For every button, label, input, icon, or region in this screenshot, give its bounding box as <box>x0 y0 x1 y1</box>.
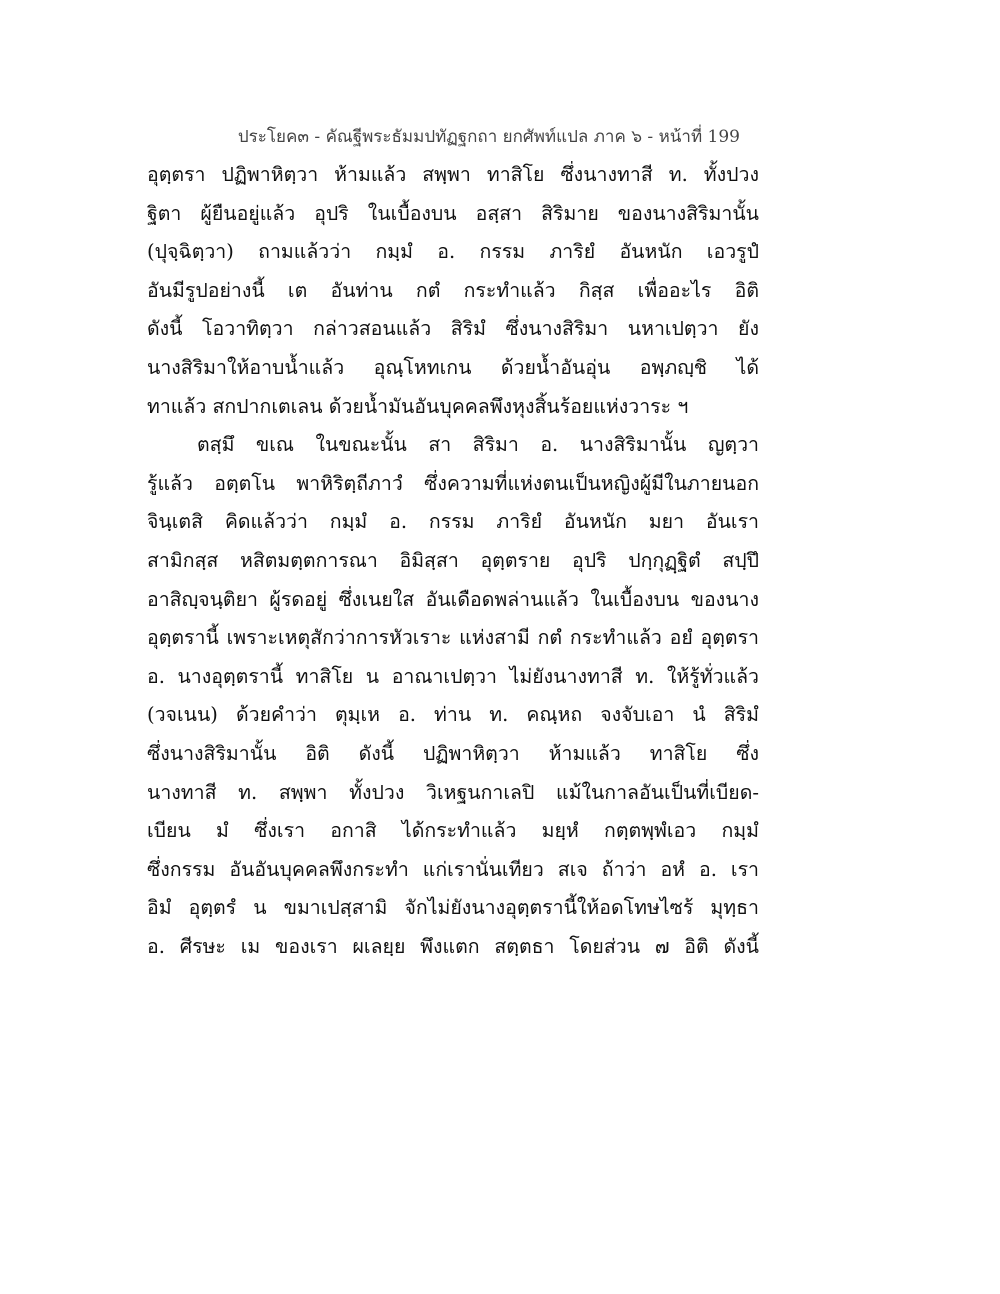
text-line: ทาแล้ว สกปากเตเลน ด้วยน้ำมันอันบุคคลพึงหุงสิ้นร้อยแห่งวาระ ฯ <box>147 394 689 418</box>
text-line: ซึ่งนางสิริมานั้น อิติ ดังนี้ ปฏิพาหิตฺวา ห้ามแล้ว ทาสิโย ซึ่ง <box>147 741 759 765</box>
text-line: เบียน มํ ซึ่งเรา อกาสิ ได้กระทำแล้ว มยฺหํ กตฺตพฺพํเอว กมฺมํ <box>147 819 759 843</box>
text-line: อ. ศีรษะ เม ของเรา ผเลยฺย พึงแตก สตฺตธา โดยส่วน ๗ อิติ ดังนี้ <box>147 934 759 958</box>
text-line: นางสิริมาให้อาบน้ำแล้ว อุณฺโหทเกน ด้วยน้ำอันอุ่น อพฺภญฺชิ ได้ <box>147 355 759 379</box>
text-line: อิมํ อุตฺตรํ น ขมาเปสฺสามิ จักไม่ยังนางอุตฺตรานี้ให้อดโทษไซร้ มุทฺธา <box>147 896 759 920</box>
text-line: รู้แล้ว อตฺตโน พาหิริตฺถีภาวํ ซึ่งความที่แห่งตนเป็นหญิงผู้มีในภายนอก <box>147 471 759 495</box>
text-line: อ. นางอุตฺตรานี้ ทาสิโย น อาณาเปตฺวา ไม่ยังนางทาสี ท. ให้รู้ทั่วแล้ว <box>147 664 759 688</box>
text-line: ดังนี้ โอวาทิตฺวา กล่าวสอนแล้ว สิริมํ ซึ่งนางสิริมา นหาเปตฺวา ยัง <box>147 317 759 341</box>
text-line: (วจเนน) ด้วยคำว่า ตุมฺเห อ. ท่าน ท. คณฺหถ จงจับเอา นํ สิริมํ <box>147 703 759 727</box>
page-header: ประโยค๓ - คัณฐีพระธัมมปทัฏฐกถา ยกศัพท์แปล ภาค ๖ - หน้าที่ 199 <box>237 127 740 147</box>
text-line: ฐิตา ผู้ยืนอยู่แล้ว อุปริ ในเบื้องบน อสฺสา สิริมาย ของนางสิริมานั้น <box>147 201 759 225</box>
text-line: จินฺเตสิ คิดแล้วว่า กมฺมํ อ. กรรม ภาริยํ อันหนัก มยา อันเรา <box>147 510 759 534</box>
text-line-indented: ตสฺมึ ขเณ ในขณะนั้น สา สิริมา อ. นางสิริมานั้น ญตฺวา <box>197 433 759 457</box>
text-line: อุตฺตรานี้ เพราะเหตุสักว่าการหัวเราะ แห่งสามี กตํ กระทำแล้ว อยํ อุตฺตรา <box>147 626 759 650</box>
text-line: ซึ่งกรรม อันอันบุคคลพึงกระทำ แก่เรานั่นเทียว สเจ ถ้าว่า อหํ อ. เรา <box>147 857 759 881</box>
text-line: (ปุจฺฉิตฺวา) ถามแล้วว่า กมฺมํ อ. กรรม ภาริยํ อันหนัก เอวรูปํ <box>147 240 759 264</box>
text-line: อันมีรูปอย่างนี้ เต อันท่าน กตํ กระทำแล้ว กิสฺส เพื่ออะไร อิติ <box>147 278 759 302</box>
text-line: อุตฺตรา ปฏิพาหิตฺวา ห้ามแล้ว สพฺพา ทาสิโย ซึ่งนางทาสี ท. ทั้งปวง <box>147 163 759 186</box>
text-line: อาสิญฺจนฺติยา ผู้รดอยู่ ซึ่งเนยใส อันเดือดพล่านแล้ว ในเบื้องบน ของนาง <box>147 587 759 611</box>
text-line: นางทาสี ท. สพฺพา ทั้งปวง วิเหฐนกาเลปิ แม้ในกาลอันเป็นที่เบียด- <box>147 780 759 804</box>
body-text <box>147 156 759 966</box>
text-line: สามิกสฺส หสิตมตฺตการณา อิมิสฺสา อุตฺตราย อุปริ ปกฺกุฏฺฐิตํ สปฺปึ <box>147 548 759 572</box>
